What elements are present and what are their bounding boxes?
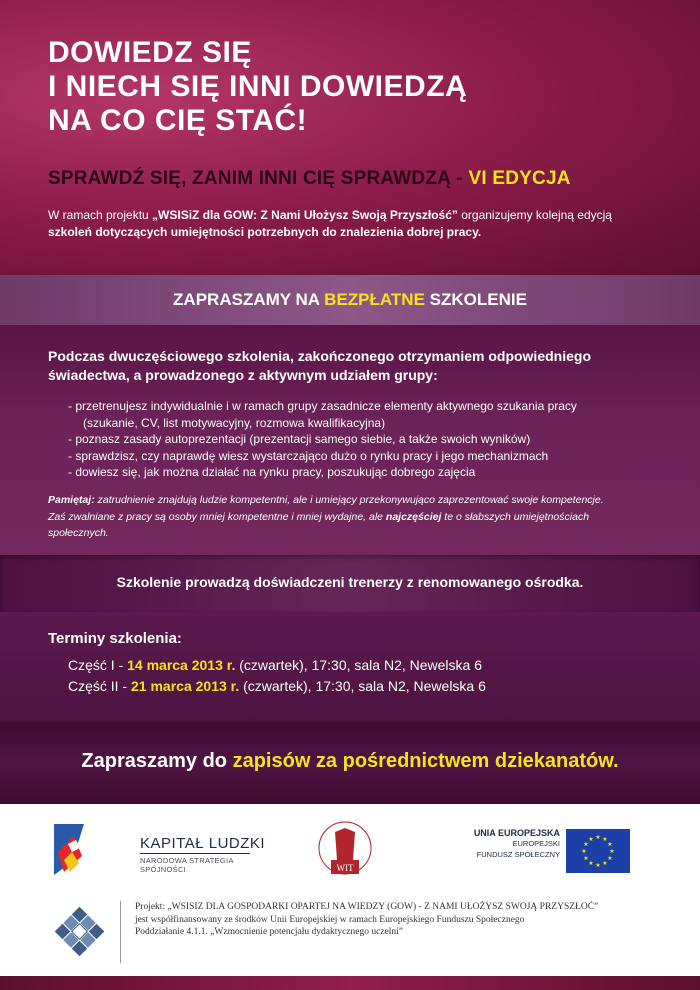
- kapital-ludzki-subtitle: NARODOWA STRATEGIA SPÓJNOŚCI: [140, 856, 234, 874]
- svg-text:★: ★: [609, 848, 615, 855]
- bullet-list: [68, 398, 658, 481]
- svg-text:★: ★: [581, 848, 587, 855]
- invite-band: [0, 275, 700, 325]
- eu-flag-icon: [566, 829, 630, 873]
- project-info: [120, 901, 675, 963]
- svg-text:★: ★: [607, 841, 613, 848]
- schedule-title: Terminy szkolenia:: [48, 630, 182, 647]
- intro-part-2: organizujemy kolejną edycją: [457, 208, 612, 222]
- wit-logo: [305, 820, 385, 880]
- session-item: [68, 678, 486, 694]
- svg-text:★: ★: [602, 836, 608, 843]
- project-line-1: Projekt: „WSISIZ DLA GOSPODARKI OPARTEJ NA WIEDZY (GOW) - Z NAMI UŁOŻYSZ SWOJĄ PRZYSZŁOĆ”: [135, 902, 599, 912]
- footer: [0, 804, 700, 976]
- svg-text:★: ★: [583, 841, 589, 848]
- body-section: [0, 325, 700, 555]
- kapital-ludzki-divider: [140, 853, 250, 854]
- eu-subtitle-1: EUROPEJSKI: [512, 839, 560, 848]
- trainer-band: [0, 555, 700, 612]
- kapital-ludzki-emblem-icon: [52, 822, 88, 877]
- bottom-strip: [0, 976, 700, 990]
- eu-subtitle-2: FUNDUSZ SPOŁECZNY: [476, 850, 560, 859]
- svg-text:★: ★: [595, 862, 601, 869]
- invite-after: SZKOLENIE: [424, 290, 527, 309]
- subtitle: [48, 168, 571, 190]
- svg-text:★: ★: [588, 860, 594, 867]
- session-date: 21 marca 2013 r.: [131, 678, 240, 694]
- session-part: Część I -: [68, 657, 128, 673]
- eu-title: UNIA EUROPEJSKA: [473, 828, 560, 838]
- kapital-ludzki-name: KAPITAŁ LUDZKI: [140, 835, 266, 852]
- wit-label: WIT: [336, 863, 354, 873]
- headline-line-2: I NIECH SIĘ INNI DOWIEDZĄ: [48, 70, 468, 103]
- gow-logo: [52, 904, 107, 959]
- note-text: [48, 492, 618, 542]
- list-item: - poznasz zasady autoprezentacji (prezentacji samego siebie, a także swoich wyników): [68, 432, 531, 446]
- subtitle-main: SPRAWDŹ SIĘ, ZANIM INNI CIĘ SPRAWDZĄ -: [48, 168, 469, 189]
- signup-text: [0, 750, 700, 773]
- session-item: [68, 657, 482, 673]
- lead-text: Podczas dwuczęściowego szkolenia, zakończonego otrzymaniem odpowiedniego świadectwa, a prowadzonego z aktywnym udziałem grupy:: [48, 348, 591, 383]
- session-details: (czwartek), 17:30, sala N2, Newelska 6: [235, 657, 482, 673]
- session-details: (czwartek), 17:30, sala N2, Newelska 6: [239, 678, 486, 694]
- signup-band: [0, 722, 700, 804]
- wit-emblem-icon: [305, 820, 385, 880]
- session-date: 14 marca 2013 r.: [127, 657, 236, 673]
- svg-text:★: ★: [588, 836, 594, 843]
- intro-text: [48, 207, 648, 241]
- headline-line-3: NA CO CIĘ STAĆ!: [48, 104, 308, 137]
- intro-project-name: „WSISiZ dla GOW: Z Nami Ułożysz Swoją Przyszłość”: [152, 208, 458, 222]
- signup-before: Zapraszamy do: [81, 750, 233, 772]
- note-emphasis: najczęściej: [385, 510, 442, 523]
- signup-highlight: zapisów za pośrednictwem dziekanatów.: [232, 750, 619, 772]
- invite-before: ZAPRASZAMY NA: [173, 290, 325, 309]
- svg-text:★: ★: [602, 860, 608, 867]
- subtitle-edition: VI EDYCJA: [468, 168, 571, 189]
- headline: [48, 36, 467, 138]
- intro-part-1: W ramach projektu: [48, 208, 153, 222]
- note-part-1: zatrudnienie znajdują ludzie kompetentni, ale i umiejący przekonywująco zaprezentować swoje kompetencje. Zaś zwalniane z pracy są osoby mniej kompetentne i mniej wydajne, ale: [48, 494, 604, 523]
- note-part-2: te o słabszych umiejętnościach społecznych.: [48, 510, 590, 539]
- project-line-3: Poddziałanie 4.1.1. „Wzmocnienie potencjału dydaktycznego uczelni”: [135, 927, 404, 937]
- gow-diamond-icon: [52, 904, 107, 959]
- intro-training: szkoleń dotyczących umiejętności potrzebnych do znalezienia dobrej pracy.: [48, 225, 482, 239]
- list-item: (szukanie, CV, list motywacyjny, rozmowa kwalifikacyjna): [83, 415, 386, 430]
- svg-text:★: ★: [595, 834, 601, 841]
- list-item: - dowiesz się, jak można działać na rynku pracy, poszukując dobrego zajęcia: [68, 465, 476, 479]
- trainer-text: Szkolenie prowadzą doświadczeni trenerzy z renomowanego ośrodka.: [116, 574, 584, 590]
- schedule-section: [0, 612, 700, 722]
- eu-text: [442, 828, 560, 860]
- invite-text: [0, 290, 700, 310]
- headline-line-1: DOWIEDZ SIĘ: [48, 36, 252, 69]
- header-section: [0, 0, 700, 275]
- kapital-ludzki-logo: [52, 822, 272, 877]
- list-item: - przetrenujesz indywidualnie i w ramach grupy zasadnicze elementy aktywnego szukania pracy: [68, 399, 577, 413]
- invite-highlight: BEZPŁATNE: [324, 290, 425, 309]
- list-item: - sprawdzisz, czy naprawdę wiesz wystarczająco dużo o rynku pracy i jego mechanizmach: [68, 448, 549, 463]
- project-line-2: jest współfinansowany ze środków Unii Europejskiej w ramach Europejskiego Funduszu Społecznego: [135, 914, 525, 925]
- session-part: Część II -: [68, 678, 132, 694]
- note-label: Pamiętaj:: [48, 494, 95, 506]
- svg-text:★: ★: [607, 855, 613, 862]
- svg-text:★: ★: [583, 855, 589, 862]
